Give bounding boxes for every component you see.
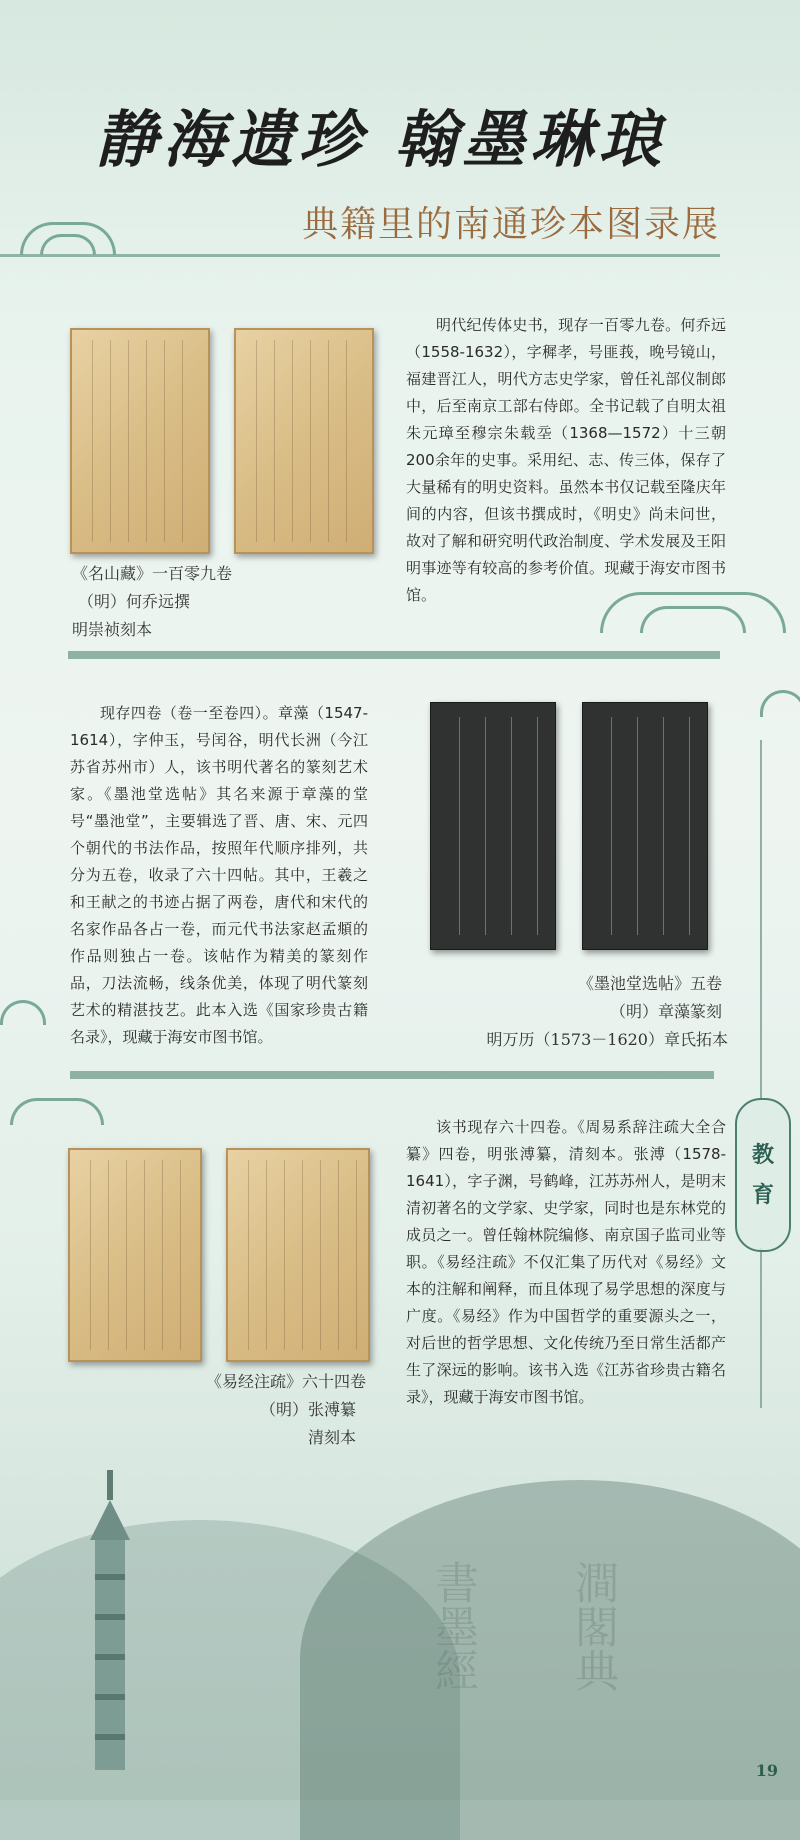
caption-line: 《名山藏》一百零九卷	[72, 564, 233, 583]
caption-yijing	[80, 1368, 366, 1452]
side-line	[760, 1248, 762, 1408]
book-image-yijing-right	[226, 1148, 370, 1362]
caption-line: 明崇祯刻本	[72, 620, 153, 639]
pagoda-illustration	[80, 1470, 140, 1770]
cloud-ornament	[640, 606, 746, 633]
caption-line: （明）何乔远撰	[78, 592, 191, 611]
caption-line: 清刻本	[307, 1428, 356, 1447]
background-mountain	[300, 1480, 800, 1840]
cloud-ornament	[10, 1098, 104, 1125]
tab-char: 教	[751, 1142, 774, 1168]
caption-line: （明）章藻篆刻	[609, 1002, 722, 1021]
side-line	[760, 740, 762, 1098]
caption-line: 《墨池堂选帖》五卷	[577, 974, 722, 993]
cloud-ornament	[760, 690, 800, 717]
section-divider	[70, 1071, 714, 1079]
book-image-mingshanzang-left	[70, 328, 210, 554]
caption-mochitang	[448, 970, 728, 1054]
cloud-ornament	[0, 1000, 46, 1025]
background-calligraphy: 書墨經	[427, 1560, 478, 1692]
page-subtitle: 典籍里的南通珍本图录展	[301, 204, 720, 245]
book-image-mingshanzang-right	[234, 328, 374, 554]
section3-description: 该书现存六十四卷。《周易系辞注疏大全合纂》四卷，明张溥纂，清刻本。张溥（1578-1641），字子渊，号鹤峰，江苏苏州人，是明末清初著名的文学家、史学家，同时也是东林党的成员之一。曾任翰林院编修、南京国子监司业等职。《易经注疏》不仅汇集了历代对《易经》文本的注解和阐释，而且体现了易学思想的深度与广度。《易经》作为中国哲学的重要源头之一，对后世的哲学思想、文化传统乃至日常生活都产生了深远的影响。该书入选《江苏省珍贵古籍名录》，现藏于海安市图书馆。	[406, 1118, 726, 1406]
category-tab-education	[735, 1098, 791, 1252]
section1-description: 明代纪传体史书，现存一百零九卷。何乔远（1558-1632），字穉孝，号匪莪，晚号镜山，福建晋江人，明代方志史学家，曾任礼部仪制郎中，后至南京工部右侍郎。全书记载了自明太祖朱元璋至穆宗朱载坖（1368—1572）十三朝200余年的史事。采用纪、志、传三体，保存了大量稀有的明史资料。虽然本书仅记载至隆庆年间的内容，但该书撰成时，《明史》尚未问世，故对了解和研究明代政治制度、学术发展及王阳明事迹等有较高的参考价值。现藏于海安市图书馆。	[406, 316, 726, 604]
caption-line: （明）张溥纂	[259, 1400, 356, 1419]
background-calligraphy: 澗閣典	[567, 1560, 618, 1692]
book-image-yijing-left	[68, 1148, 202, 1362]
section-divider	[68, 651, 720, 659]
rubbing-image-right	[582, 702, 708, 950]
caption-line: 《易经注疏》六十四卷	[205, 1372, 366, 1391]
rubbing-image-left	[430, 702, 556, 950]
section2-description: 现存四卷（卷一至卷四）。章藻（1547-1614），字仲玉，号闰谷，明代长洲（今江苏省苏州市）人，该书明代著名的篆刻艺术家。《墨池堂选帖》其名来源于章藻的堂号“墨池堂”，主要辑选了晋、唐、宋、元四个朝代的书法作品，按照年代顺序排列，共分为五卷，收录了六十四帖。其中，王羲之和王献之的书迹占据了两卷，唐代和宋代的名家作品各占一卷，而元代书法家赵孟頫的作品则独占一卷。该帖作为精美的篆刻作品，刀法流畅，线条优美，体现了明代篆刻艺术的精湛技艺。此本入选《国家珍贵古籍名录》，现藏于海安市图书馆。	[70, 704, 368, 1046]
caption-mingshanzang	[72, 560, 352, 644]
page-number: 19	[755, 1761, 778, 1780]
caption-line: 明万历（1573－1620）章氏拓本	[486, 1030, 728, 1049]
tab-char: 育	[751, 1182, 774, 1208]
page-title: 静海遗珍 翰墨琳琅	[95, 103, 667, 176]
